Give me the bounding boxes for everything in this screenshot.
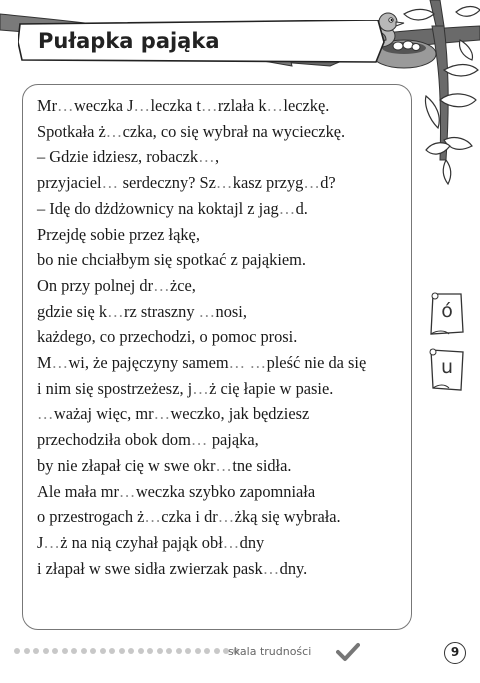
line-text: bo nie chciałbym się spotkać z pająkiem. [37,250,306,270]
difficulty-dot [90,648,96,654]
page-number: 9 [444,642,466,664]
line-text: Ale mała mr [37,481,119,501]
difficulty-dot [24,648,30,654]
line-text: On przy polnej dr [37,275,154,295]
line-text: żką się wybrała. [234,507,341,527]
line-text: pająka, [207,430,259,450]
footer [0,640,480,670]
line-text: i złapał w swe sidła zwierzak pask [37,558,263,578]
poem-line [37,401,366,427]
line-text: nosi, [215,301,247,321]
poem-line [37,427,366,453]
difficulty-dot [43,648,49,654]
poem-line [37,119,366,145]
difficulty-dot [147,648,153,654]
letter-gap: … [190,430,208,450]
line-text: żce, [169,275,196,295]
text-card [22,84,412,630]
difficulty-dot [157,648,163,654]
poem-lines [37,93,366,581]
poem-line [37,530,366,556]
line-text: Mr [37,96,58,115]
poem-line [37,170,366,196]
difficulty-dot [71,648,77,654]
letter-gap: … [217,507,235,527]
letter-gap: … [249,353,267,373]
poem-line [37,93,366,119]
letter-gap: … [215,455,233,475]
line-text: J [37,532,44,552]
line-text: – Idę do dżdżownicy na koktajl z jag [37,198,279,218]
difficulty-dot [138,648,144,654]
line-text: rzlała k [217,96,267,115]
line-text: leczkę. [283,96,330,115]
title-banner [18,20,386,64]
difficulty-dots [14,648,239,654]
line-text: serdeczny? Sz [118,173,216,193]
line-text: – Gdzie idziesz, robaczk [37,147,199,167]
line-text: weczko, jak będziesz [170,404,310,424]
line-text: dny. [279,558,308,578]
difficulty-dot [100,648,106,654]
line-text: przechodziła obok dom [37,430,191,450]
poem-line [37,376,366,402]
line-text: każdego, co przechodzi, o pomoc prosi. [37,327,298,347]
line-text: czka, co się wybrał na wycieczkę. [122,121,346,141]
difficulty-dot [176,648,182,654]
difficulty-label: skala trudności [228,645,312,658]
letter-gap: … [153,275,170,295]
line-text: gdzie się k [37,301,108,321]
line-text: czka i dr [161,507,218,527]
letter-gap: … [37,404,54,424]
poem-line [37,556,366,582]
difficulty-dot [119,648,125,654]
line-text: by nie złapał cię w swe okr [37,455,216,475]
letter-gap: … [57,96,74,115]
line-text: wi, że pajęczyny samem [68,353,229,373]
line-text: kasz przyg [232,173,304,193]
letter-gap: … [303,173,321,193]
line-text: o przestrogach ż [37,507,145,527]
letter-gap: … [192,378,210,398]
difficulty-dot [185,648,191,654]
difficulty-dot [166,648,172,654]
letter-gap: … [107,301,124,321]
poem-line [37,144,366,170]
poem-line [37,324,366,350]
poem-line [37,453,366,479]
poem-line [37,196,366,222]
checkmark-icon [336,642,360,662]
difficulty-dot [33,648,39,654]
letter-gap: … [222,532,240,552]
letter-gap: … [101,173,119,193]
line-text: Przejdę sobie przez łąkę, [37,224,200,244]
line-text: d. [295,198,308,218]
line-text: leczka t [150,96,201,115]
line-text: M [37,353,52,373]
line-text: przyjaciel [37,173,102,193]
line-text: i nim się spostrzeżesz, j [37,378,193,398]
difficulty-dot [81,648,87,654]
letter-gap: … [215,173,233,193]
line-text: Spotkała ż [37,121,106,141]
line-text: ż cię łapie w pasie. [209,378,334,398]
letter-o-acute: ó [441,300,453,322]
line-text: weczka J [73,96,134,115]
letter-gap: … [278,198,296,218]
line-text: , [215,147,220,167]
letter-gap: … [51,353,69,373]
letter-gap: … [200,96,218,115]
line-text: pleść nie da się [266,353,367,373]
letter-gap: … [105,121,123,141]
letter-gap: … [228,353,246,373]
letter-gap: … [266,96,284,115]
page-title: Pułapka pająka [38,29,220,53]
letter-gap: … [198,301,216,321]
line-text: ważaj więc, mr [53,404,154,424]
poem-line [37,504,366,530]
line-text: tne sidła. [232,455,292,475]
poem-line [37,222,366,248]
line-text: rz straszny [123,301,199,321]
letter-gap: … [118,481,136,501]
letter-gap: … [153,404,171,424]
letter-gap: … [262,558,280,578]
letter-card-o-acute [427,292,467,336]
difficulty-dot [109,648,115,654]
letter-card-u [427,348,467,392]
difficulty-dot [204,648,210,654]
difficulty-dot [14,648,20,654]
letter-gap: … [198,147,215,167]
line-text: d? [320,173,336,193]
line-text: dny [239,532,265,552]
letter-gap: … [133,96,151,115]
difficulty-dot [214,648,220,654]
letter-gap: … [144,507,162,527]
line-text: weczka szybko zapomniała [135,481,316,501]
letter-u: u [440,356,454,378]
line-text: ż na nią czyhał pająk obł [60,532,223,552]
poem-line [37,479,366,505]
difficulty-dot [128,648,134,654]
poem-line [37,247,366,273]
letter-gap: … [43,532,61,552]
difficulty-dot [62,648,68,654]
poem-line [37,350,366,376]
poem-line [37,273,366,299]
difficulty-dot [52,648,58,654]
poem-line [37,299,366,325]
difficulty-dot [195,648,201,654]
